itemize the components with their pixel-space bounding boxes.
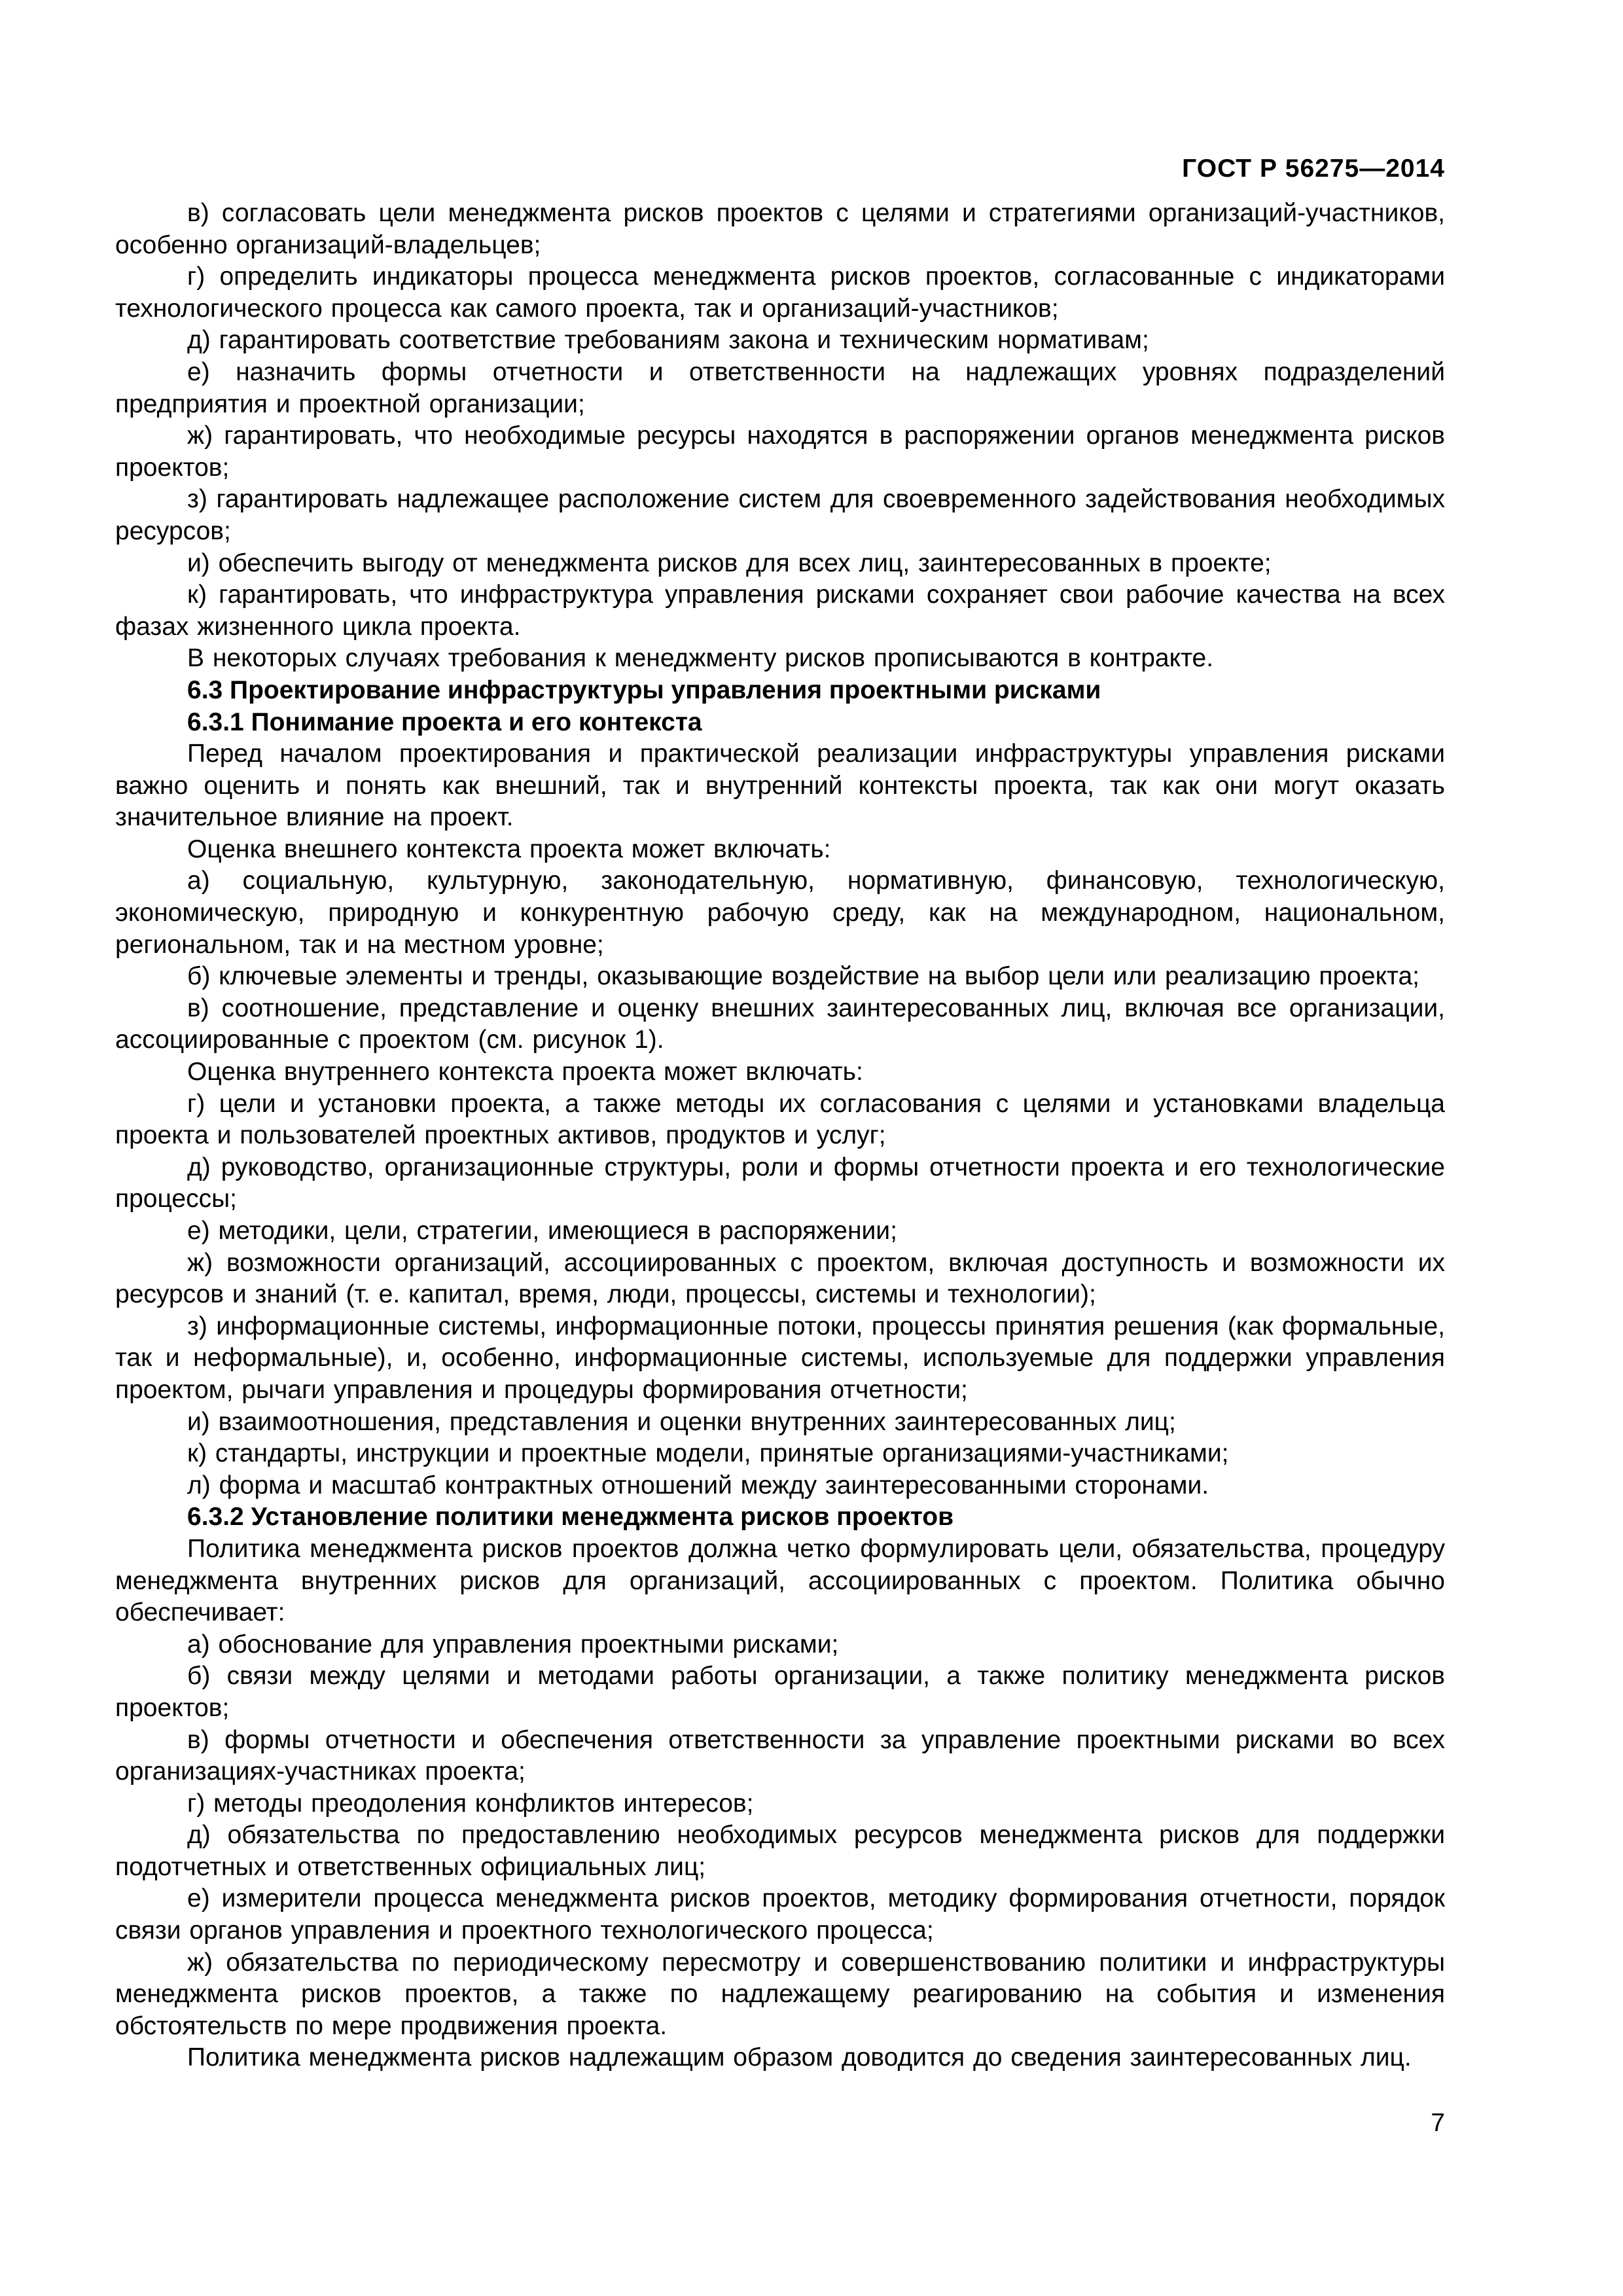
section-heading: 6.3.2 Установление политики менеджмента рисков проектов [187, 1503, 954, 1532]
paragraph: в) формы отчетности и обеспечения ответственности за управление проектными рисками во всех организациях-участниках проекта; [115, 1725, 1445, 1786]
paragraph: л) форма и масштаб контрактных отношений между заинтересованными сторонами. [187, 1471, 1209, 1499]
paragraph: Оценка внутреннего контекста проекта может включать: [187, 1058, 863, 1086]
paragraph: а) обоснование для управления проектными рисками; [187, 1630, 839, 1659]
paragraph: г) определить индикаторы процесса менеджмента рисков проектов, согласованные с индикаторами технологического процесса как самого проекта, так и организаций-участников; [115, 262, 1445, 323]
document-header: ГОСТ Р 56275—2014 [1182, 154, 1445, 183]
paragraph: Политика менеджмента рисков надлежащим образом доводится до сведения заинтересованных лиц. [187, 2043, 1412, 2072]
page-number: 7 [1431, 2109, 1445, 2137]
paragraph: з) гарантировать надлежащее расположение систем для своевременного задействования необходимых ресурсов; [115, 485, 1445, 545]
paragraph: б) ключевые элементы и тренды, оказывающие воздействие на выбор цели или реализацию проекта; [187, 962, 1420, 991]
paragraph: Политика менеджмента рисков проектов должна четко формулировать цели, обязательства, процедуру менеджмента внутренних рисков для организаций, ассоциированных с проектом. Политика обычно обеспечивает: [115, 1534, 1445, 1627]
paragraph: д) обязательства по предоставлению необходимых ресурсов менеджмента рисков для поддержки подотчетных и ответственных официальных лиц; [115, 1821, 1445, 1881]
paragraph: Оценка внешнего контекста проекта может включать: [187, 834, 831, 863]
paragraph: е) методики, цели, стратегии, имеющиеся в распоряжении; [187, 1217, 897, 1245]
paragraph: Перед началом проектирования и практической реализации инфраструктуры управления рисками важно оценить и понять как внешний, так и внутренний контексты проекта, так как они могут оказать значительное влияние на проект. [115, 740, 1445, 832]
document-body [115, 198, 1445, 2074]
paragraph: и) обеспечить выгоду от менеджмента рисков для всех лиц, заинтересованных в проекте; [187, 548, 1272, 577]
paragraph: ж) гарантировать, что необходимые ресурсы находятся в распоряжении органов менеджмента рисков проектов; [115, 422, 1445, 482]
paragraph: ж) возможности организаций, ассоциированных с проектом, включая доступность и возможности их ресурсов и знаний (т. е. капитал, время, люди, процессы, системы и технологии); [115, 1248, 1445, 1309]
paragraph: б) связи между целями и методами работы организации, а также политику менеджмента рисков проектов; [115, 1662, 1445, 1722]
paragraph: в) согласовать цели менеджмента рисков проектов с целями и стратегиями организаций-участников, особенно организаций-владельцев; [115, 199, 1445, 259]
paragraph: ж) обязательства по периодическому пересмотру и совершенствованию политики и инфраструктуры менеджмента рисков проектов, а также по надлежащему реагированию на события и изменения обстоятельств по мере продвижения проекта. [115, 1948, 1445, 2040]
paragraph: В некоторых случаях требования к менеджменту рисков прописываются в контракте. [187, 644, 1214, 673]
paragraph: к) стандарты, инструкции и проектные модели, принятые организациями-участниками; [187, 1439, 1229, 1468]
paragraph: д) руководство, организационные структуры, роли и формы отчетности проекта и его технологические процессы; [115, 1153, 1445, 1213]
section-heading: 6.3.1 Понимание проекта и его контекста [187, 708, 702, 736]
paragraph: в) соотношение, представление и оценку внешних заинтересованных лиц, включая все организации, ассоциированные с проектом (см. рисунок 1). [115, 994, 1445, 1054]
section-heading: 6.3 Проектирование инфраструктуры управления проектными рисками [187, 675, 1101, 704]
paragraph: з) информационные системы, информационные потоки, процессы принятия решения (как формальные, так и неформальные), и, особенно, информационные системы, используемые для поддержки управления проектом, рычаги управления и процедуры формирования отчетности; [115, 1312, 1445, 1404]
paragraph: а) социальную, культурную, законодательную, нормативную, финансовую, технологическую, экономическую, природную и конкурентную рабочую среду, как на международном, национальном, региональном, так и на местном уровне; [115, 867, 1445, 959]
paragraph: и) взаимоотношения, представления и оценки внутренних заинтересованных лиц; [187, 1407, 1176, 1436]
paragraph: е) назначить формы отчетности и ответственности на надлежащих уровнях подразделений предприятия и проектной организации; [115, 357, 1445, 418]
paragraph: д) гарантировать соответствие требованиям закона и техническим нормативам; [187, 326, 1149, 355]
paragraph: г) методы преодоления конфликтов интересов; [187, 1789, 754, 1818]
paragraph: к) гарантировать, что инфраструктура управления рисками сохраняет свои рабочие качества на всех фазах жизненного цикла проекта. [115, 581, 1445, 641]
paragraph: г) цели и установки проекта, а также методы их согласования с целями и установками владельца проекта и пользователей проектных активов, продуктов и услуг; [115, 1089, 1445, 1150]
paragraph: е) измерители процесса менеджмента рисков проектов, методику формирования отчетности, порядок связи органов управления и проектного технологического процесса; [115, 1884, 1445, 1945]
